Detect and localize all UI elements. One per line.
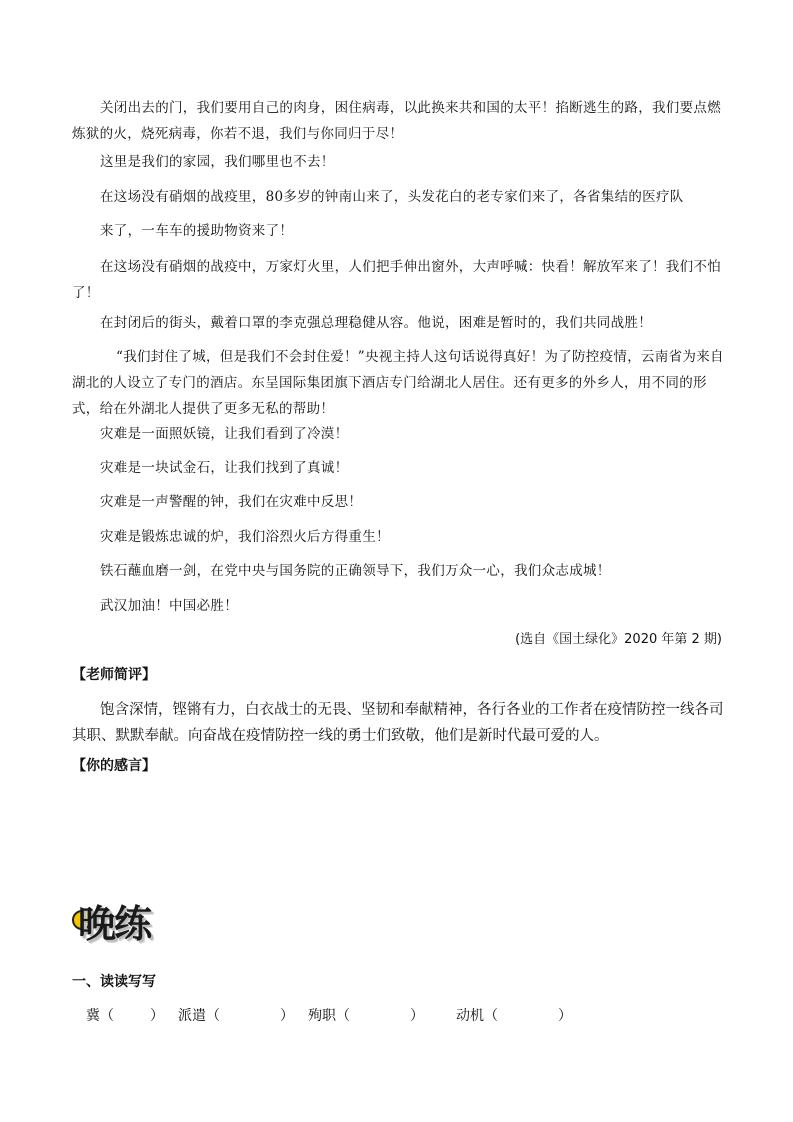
fill-item [308, 1004, 424, 1028]
article-source: (选自《国土绿化》2020 年第 2 期) [515, 632, 722, 647]
article-paragraph-13: 武汉加油！中国必胜！ [100, 598, 238, 614]
open-paren: （ [336, 1008, 350, 1024]
your-feelings-heading: 【你的感言】 [72, 758, 156, 774]
open-paren: （ [484, 1008, 498, 1024]
article-paragraph-7: “我们封住了城，但是我们不会封住爱！”央视主持人这句话说得真好！为了防控疫情，云南省为来自湖北的人设立了专门的酒店。东呈国际集团旗下酒店专门给湖北人居住。还有更多的外乡人，用不同的形式，给在外湖北人提供了更多无私的帮助！ [72, 349, 724, 417]
section-heading-read-write: 一、读读写写 [72, 974, 156, 990]
fill-item-word: 冀 [86, 1008, 100, 1024]
teacher-review-text: 饱含深情，铿锵有力，白衣战士的无畏、坚韧和奉献精神，各行各业的工作者在疫情防控一线各司其职、默默奉献。向奋战在疫情防控一线的勇士们致敬，他们是新时代最可爱的人。 [72, 702, 724, 744]
logo-text: 晚练 [78, 902, 151, 946]
close-paren: ） [558, 1008, 572, 1024]
article-paragraph-9: 灾难是一块试金石，让我们找到了真诚！ [100, 460, 349, 476]
evening-practice-logo [72, 896, 172, 952]
open-paren: （ [100, 1008, 114, 1024]
close-paren: ） [410, 1008, 424, 1024]
answer-blank[interactable] [114, 1004, 150, 1028]
fill-item-word: 派遣 [178, 1008, 206, 1024]
article-paragraph-12: 铁石蘸血磨一剑，在党中央与国务院的正确领导下，我们万众一心，我们众志成城！ [100, 563, 611, 579]
article-paragraph-2: 这里是我们的家园，我们哪里也不去！ [100, 154, 335, 170]
article-paragraph-1: 关闭出去的门，我们要用自己的肉身，困住病毒，以此换来共和国的太平！掐断逃生的路，我们要点燃炼狱的火，烧死病毒，你若不退，我们与你同归于尽！ [72, 100, 721, 142]
article-paragraph-6: 在封闭后的街头，戴着口罩的李克强总理稳健从容。他说，困难是暂时的，我们共同战胜！ [100, 315, 652, 331]
answer-blank[interactable] [498, 1004, 558, 1028]
fill-item [178, 1004, 294, 1028]
open-paren: （ [206, 1008, 220, 1024]
fill-in-row [86, 1004, 586, 1028]
article-paragraph-11: 灾难是锻炼忠诚的炉，我们浴烈火后方得重生！ [100, 529, 390, 545]
fill-item [86, 1004, 164, 1028]
article-paragraph-8: 灾难是一面照妖镜，让我们看到了冷漠！ [100, 426, 349, 442]
answer-blank[interactable] [220, 1004, 280, 1028]
close-paren: ） [150, 1008, 164, 1024]
article-paragraph-3: 在这场没有硝烟的战疫里，80多岁的钟南山来了，头发花白的老专家们来了，各省集结的医疗队 [100, 189, 684, 205]
answer-blank[interactable] [350, 1004, 410, 1028]
fill-item-word: 动机 [456, 1008, 484, 1024]
fill-item-word: 殉职 [308, 1008, 336, 1024]
article-paragraph-4: 来了，一车车的援助物资来了！ [100, 223, 294, 239]
close-paren: ） [280, 1008, 294, 1024]
fill-item [456, 1004, 572, 1028]
article-paragraph-10: 灾难是一声警醒的钟，我们在灾难中反思！ [100, 494, 363, 510]
article-paragraph-5: 在这场没有硝烟的战疫中，万家灯火里，人们把手伸出窗外，大声呼喊：快看！解放军来了！我们不怕了！ [72, 259, 721, 301]
teacher-review-heading: 【老师简评】 [72, 667, 156, 683]
